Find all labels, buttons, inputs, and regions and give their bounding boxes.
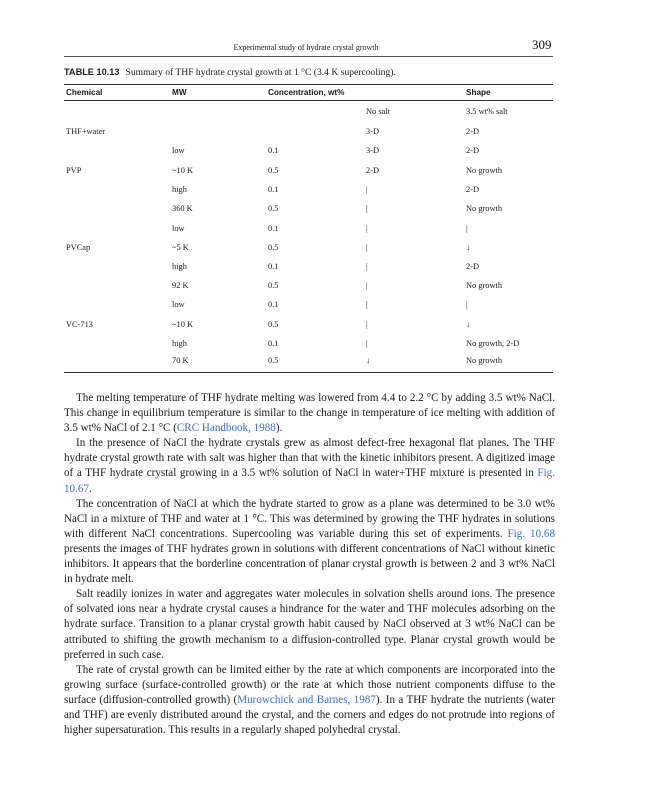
table-row — [0, 262, 647, 280]
citation-link[interactable]: Murowchick and Barnes, 1987 — [237, 693, 376, 706]
table-row — [0, 356, 647, 374]
cell-salt: 2-D — [466, 146, 480, 155]
cell-salt: No growth — [466, 166, 503, 175]
cell-salt: 2-D — [466, 185, 480, 194]
subheader-salt: 3.5 wt% salt — [466, 107, 508, 116]
cell-chemical: VC-713 — [66, 320, 93, 329]
table-subheader-row — [0, 107, 647, 125]
table-header-rule — [64, 100, 553, 101]
paragraph: The concentration of NaCl at which the hydrate started to grow as a plane was determined to be 3.0 wt% NaCl in a mixture of THF and water at 1 °C. This was determined by growing the THF hydrates in solutions with different NaCl concentrations. Supercooling was variable during this set of experiments. Fig. 10.68 presents the images of THF hydrates grown in solutions with different concentrations of NaCl without kinetic inhibitors. It appears that the borderline concentration of planar crystal growth is between 2 and 3 wt% NaCl in hydrate melt. — [64, 497, 555, 586]
cell-no-salt: | — [366, 204, 368, 213]
cell-salt: No growth — [466, 204, 503, 213]
table-row — [0, 204, 647, 222]
cell-mw: high — [172, 185, 187, 194]
cell-mw: ~10 K — [172, 166, 194, 175]
cell-chemical: THF+water — [66, 127, 106, 136]
paragraph: In the presence of NaCl the hydrate crystals grew as almost defect-free hexagonal flat planes. The THF hydrate crystal growth rate with salt was higher than that with the kinetic inhibitors present. A digitized image of a THF hydrate crystal growing in a 3.5 wt% solution of NaCl in water+THF mixture is presented in Fig. 10.67. — [64, 437, 555, 495]
cell-mw: low — [172, 224, 185, 233]
table-row — [0, 146, 647, 164]
column-header-concentration: Concentration, wt% — [268, 88, 345, 97]
cell-concentration: 0.5 — [268, 320, 279, 329]
cell-mw: low — [172, 300, 185, 309]
table-row — [0, 243, 647, 261]
cell-salt: No growth — [466, 356, 503, 365]
cell-mw: 70 K — [172, 356, 189, 365]
cell-no-salt: | — [366, 320, 368, 329]
paragraph: The rate of crystal growth can be limited either by the rate at which components are incorporated into the growing surface (surface-controlled growth) or the rate at which those nutrient components diffuse to the surface (diffusion-controlled growth) (Murowchick and Barnes, 1987). In a THF hydrate the nutrients (water and THF) are evenly distributed around the crystal, and the corners and edges do not protrude into regions of higher supersaturation. This results in a regularly shaped polyhedral crystal. — [64, 663, 556, 737]
figure-link[interactable]: Fig. 10.67 — [64, 467, 555, 495]
body-text — [64, 391, 555, 738]
cell-no-salt: | — [366, 243, 368, 252]
cell-salt: ↓ — [466, 243, 471, 252]
cell-mw: high — [172, 262, 187, 271]
cell-concentration: 0.1 — [268, 185, 279, 194]
cell-concentration: 0.5 — [268, 204, 279, 213]
cell-chemical: PVCap — [66, 243, 91, 252]
cell-no-salt: | — [366, 185, 368, 194]
cell-mw: 360 K — [172, 204, 193, 213]
cell-chemical: PVP — [66, 166, 82, 175]
cell-salt: No growth, 2-D — [466, 339, 520, 348]
cell-no-salt: 3-D — [366, 127, 380, 136]
header-rule — [64, 56, 553, 57]
page-number: 309 — [532, 37, 552, 52]
cell-mw: ~5 K — [172, 243, 189, 252]
table-row — [0, 127, 647, 145]
cell-no-salt: | — [366, 300, 368, 309]
cell-no-salt: 2-D — [366, 166, 380, 175]
subheader-no-salt: No salt — [366, 107, 390, 116]
table-top-rule — [64, 84, 553, 85]
paragraph: The melting temperature of THF hydrate melting was lowered from 4.4 to 2.2 °C by adding 3.5 wt% NaCl. This change in equilibrium temperature is similar to the change in temperature of ice melting with addition of 3.5 wt% NaCl of 2.1 °C (CRC Handbook, 1988). — [64, 392, 555, 435]
cell-concentration: 0.5 — [268, 356, 279, 365]
cell-salt: | — [466, 300, 468, 309]
cell-no-salt: 3-D — [366, 146, 380, 155]
cell-salt: 2-D — [466, 262, 480, 271]
table-row — [0, 320, 647, 338]
running-header-title: Experimental study of hydrate crystal growth — [233, 43, 379, 52]
cell-no-salt: | — [366, 281, 368, 290]
cell-concentration: 0.5 — [268, 166, 279, 175]
cell-salt: No growth — [466, 281, 503, 290]
figure-link[interactable]: Fig. 10.68 — [507, 527, 555, 540]
table-row — [0, 185, 647, 203]
cell-mw: low — [172, 146, 185, 155]
cell-salt: 2-D — [466, 127, 480, 136]
cell-concentration: 0.1 — [268, 224, 279, 233]
cell-salt: | — [466, 224, 468, 233]
cell-no-salt: | — [366, 339, 368, 348]
column-header-chemical: Chemical — [66, 88, 103, 97]
cell-mw: high — [172, 339, 187, 348]
cell-no-salt: | — [366, 224, 368, 233]
cell-salt: ↓ — [466, 320, 471, 329]
column-header-mw: MW — [172, 88, 187, 97]
table-caption — [64, 67, 553, 78]
table-row — [0, 166, 647, 184]
table-label: TABLE 10.13 — [64, 67, 120, 77]
citation-link[interactable]: CRC Handbook, 1988 — [176, 422, 276, 435]
cell-no-salt: | — [366, 262, 368, 271]
cell-concentration: 0.5 — [268, 281, 279, 290]
cell-mw: 92 K — [172, 281, 189, 290]
table-row — [0, 339, 647, 357]
column-header-shape: Shape — [466, 88, 491, 97]
cell-concentration: 0.1 — [268, 146, 279, 155]
cell-concentration: 0.1 — [268, 262, 279, 271]
cell-concentration: 0.1 — [268, 339, 279, 348]
cell-concentration: 0.5 — [268, 243, 279, 252]
paragraph: Salt readily ionizes in water and aggregates water molecules in solvation shells around ions. The presence of solvated ions near a hydrate crystal causes a hindrance for the water and THF molecules adsorbing on the hydrate surface. Transition to a planar crystal growth habit caused by NaCl observed at 3 wt% NaCl can be attributed to shifting the growth mechanism to a diffusion-controlled type. Planar crystal growth would be preferred in such case. — [64, 588, 555, 661]
table-row — [0, 300, 647, 318]
cell-mw: ~10 K — [172, 320, 194, 329]
table-caption-text: Summary of THF hydrate crystal growth at 1 °C (3.4 K supercooling). — [125, 67, 396, 78]
cell-concentration: 0.1 — [268, 300, 279, 309]
table-row — [0, 281, 647, 299]
table-row — [0, 224, 647, 242]
cell-no-salt: ↓ — [366, 356, 371, 365]
